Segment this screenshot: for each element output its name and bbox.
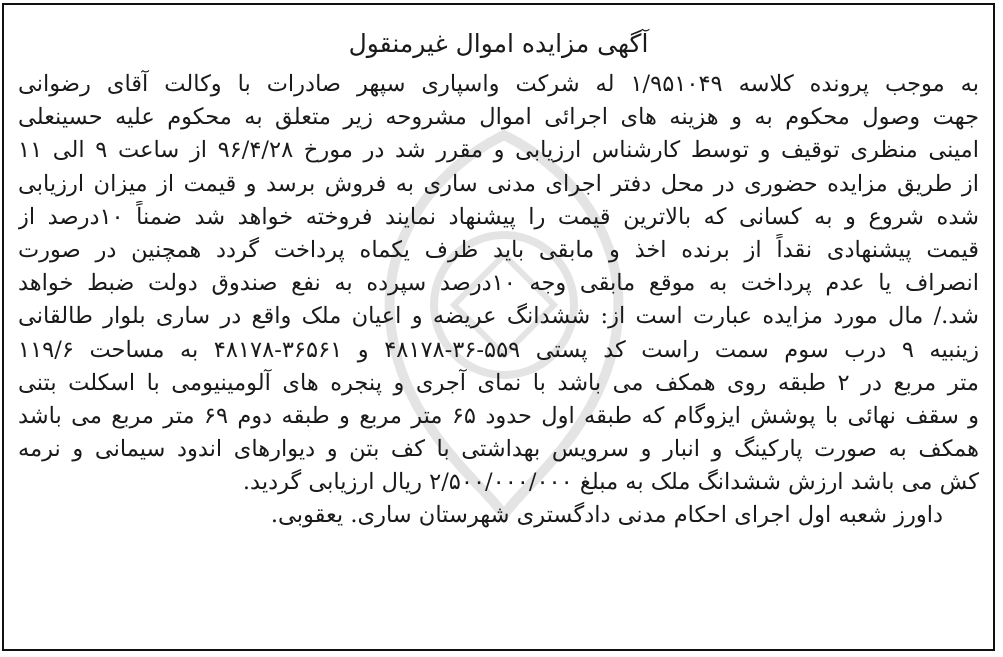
body-line-9: زینبیه ۹ درب سوم سمت راست کد پستی ۵۵۹-۳۶-۴۸۱۷۸ و ۳۶۵۶۱-۴۸۱۷۸ به مساحت ۱۱۹/۶ (18, 336, 979, 363)
body-line-6: قیمت پیشنهادی نقداً از برنده اخذ و مابقی باید ظرف یکماه پرداخت گردد همچنین در صورت (18, 236, 979, 263)
body-line-7: انصراف یا عدم پرداخت به موقع مابقی وجه ۱۰درصد سپرده به نفع صندوق دولت ضبط خواهد (18, 270, 979, 297)
body-line-5: شده شروع و به کسانی که بالاترین قیمت را پیشنهاد نمایند فروخته خواهد شد ضمناً ۱۰درصد از (18, 203, 979, 230)
body-line-2: جهت وصول محکوم به و هزینه های اجرائی اموال مشروحه زیر متعلق به محکوم علیه حسینعلی (18, 104, 979, 131)
notice-title: آگهی مزایده اموال غیرمنقول (348, 29, 649, 58)
notice-frame (2, 3, 995, 651)
body-line-11: و سقف نهائی با پوشش ایزوگام که طبقه اول حدود ۶۵ متر مربع و طبقه دوم ۶۹ متر مربع می باشد (18, 402, 979, 429)
body-line-3: امینی منظری توقیف و توسط کارشناس ارزیابی و مقرر شد در مورخ ۹۶/۴/۲۸ از ساعت ۹ الی ۱۱ (18, 137, 979, 164)
body-line-8: شد./ مال مورد مزایده عبارت است از: ششدانگ عریضه و اعیان ملک واقع در ساری بلوار طالقانی (18, 303, 979, 330)
signature-line: داورز شعبه اول اجرای احکام مدنی دادگستری شهرستان ساری. یعقوبی. (270, 502, 943, 529)
body-line-1: به موجب پرونده کلاسه ۱/۹۵۱۰۴۹ له شرکت واسپاری سپهر صادرات با وکالت آقای رضوانی (18, 71, 979, 97)
body-line-12: همکف به صورت پارکینگ و انبار و سرویس بهداشتی با کف بتن و دیوارهای اندود سیمانی و نرمه (18, 436, 979, 463)
body-line-10: متر مربع در ۲ طبقه روی همکف می باشد با نمای آجری و پنجره های آلومینیومی با اسکلت بتنی (18, 369, 979, 396)
body-line-13: کش می باشد ارزش ششدانگ ملک به مبلغ ۲/۵۰۰/۰۰۰/۰۰۰ ریال ارزیابی گردید. (242, 469, 979, 496)
notice-body (18, 68, 979, 533)
body-line-4: از طریق مزایده حضوری در محل دفتر اجرای مدنی ساری به فروش برسد و قیمت از میزان ارزیابی (18, 170, 979, 197)
